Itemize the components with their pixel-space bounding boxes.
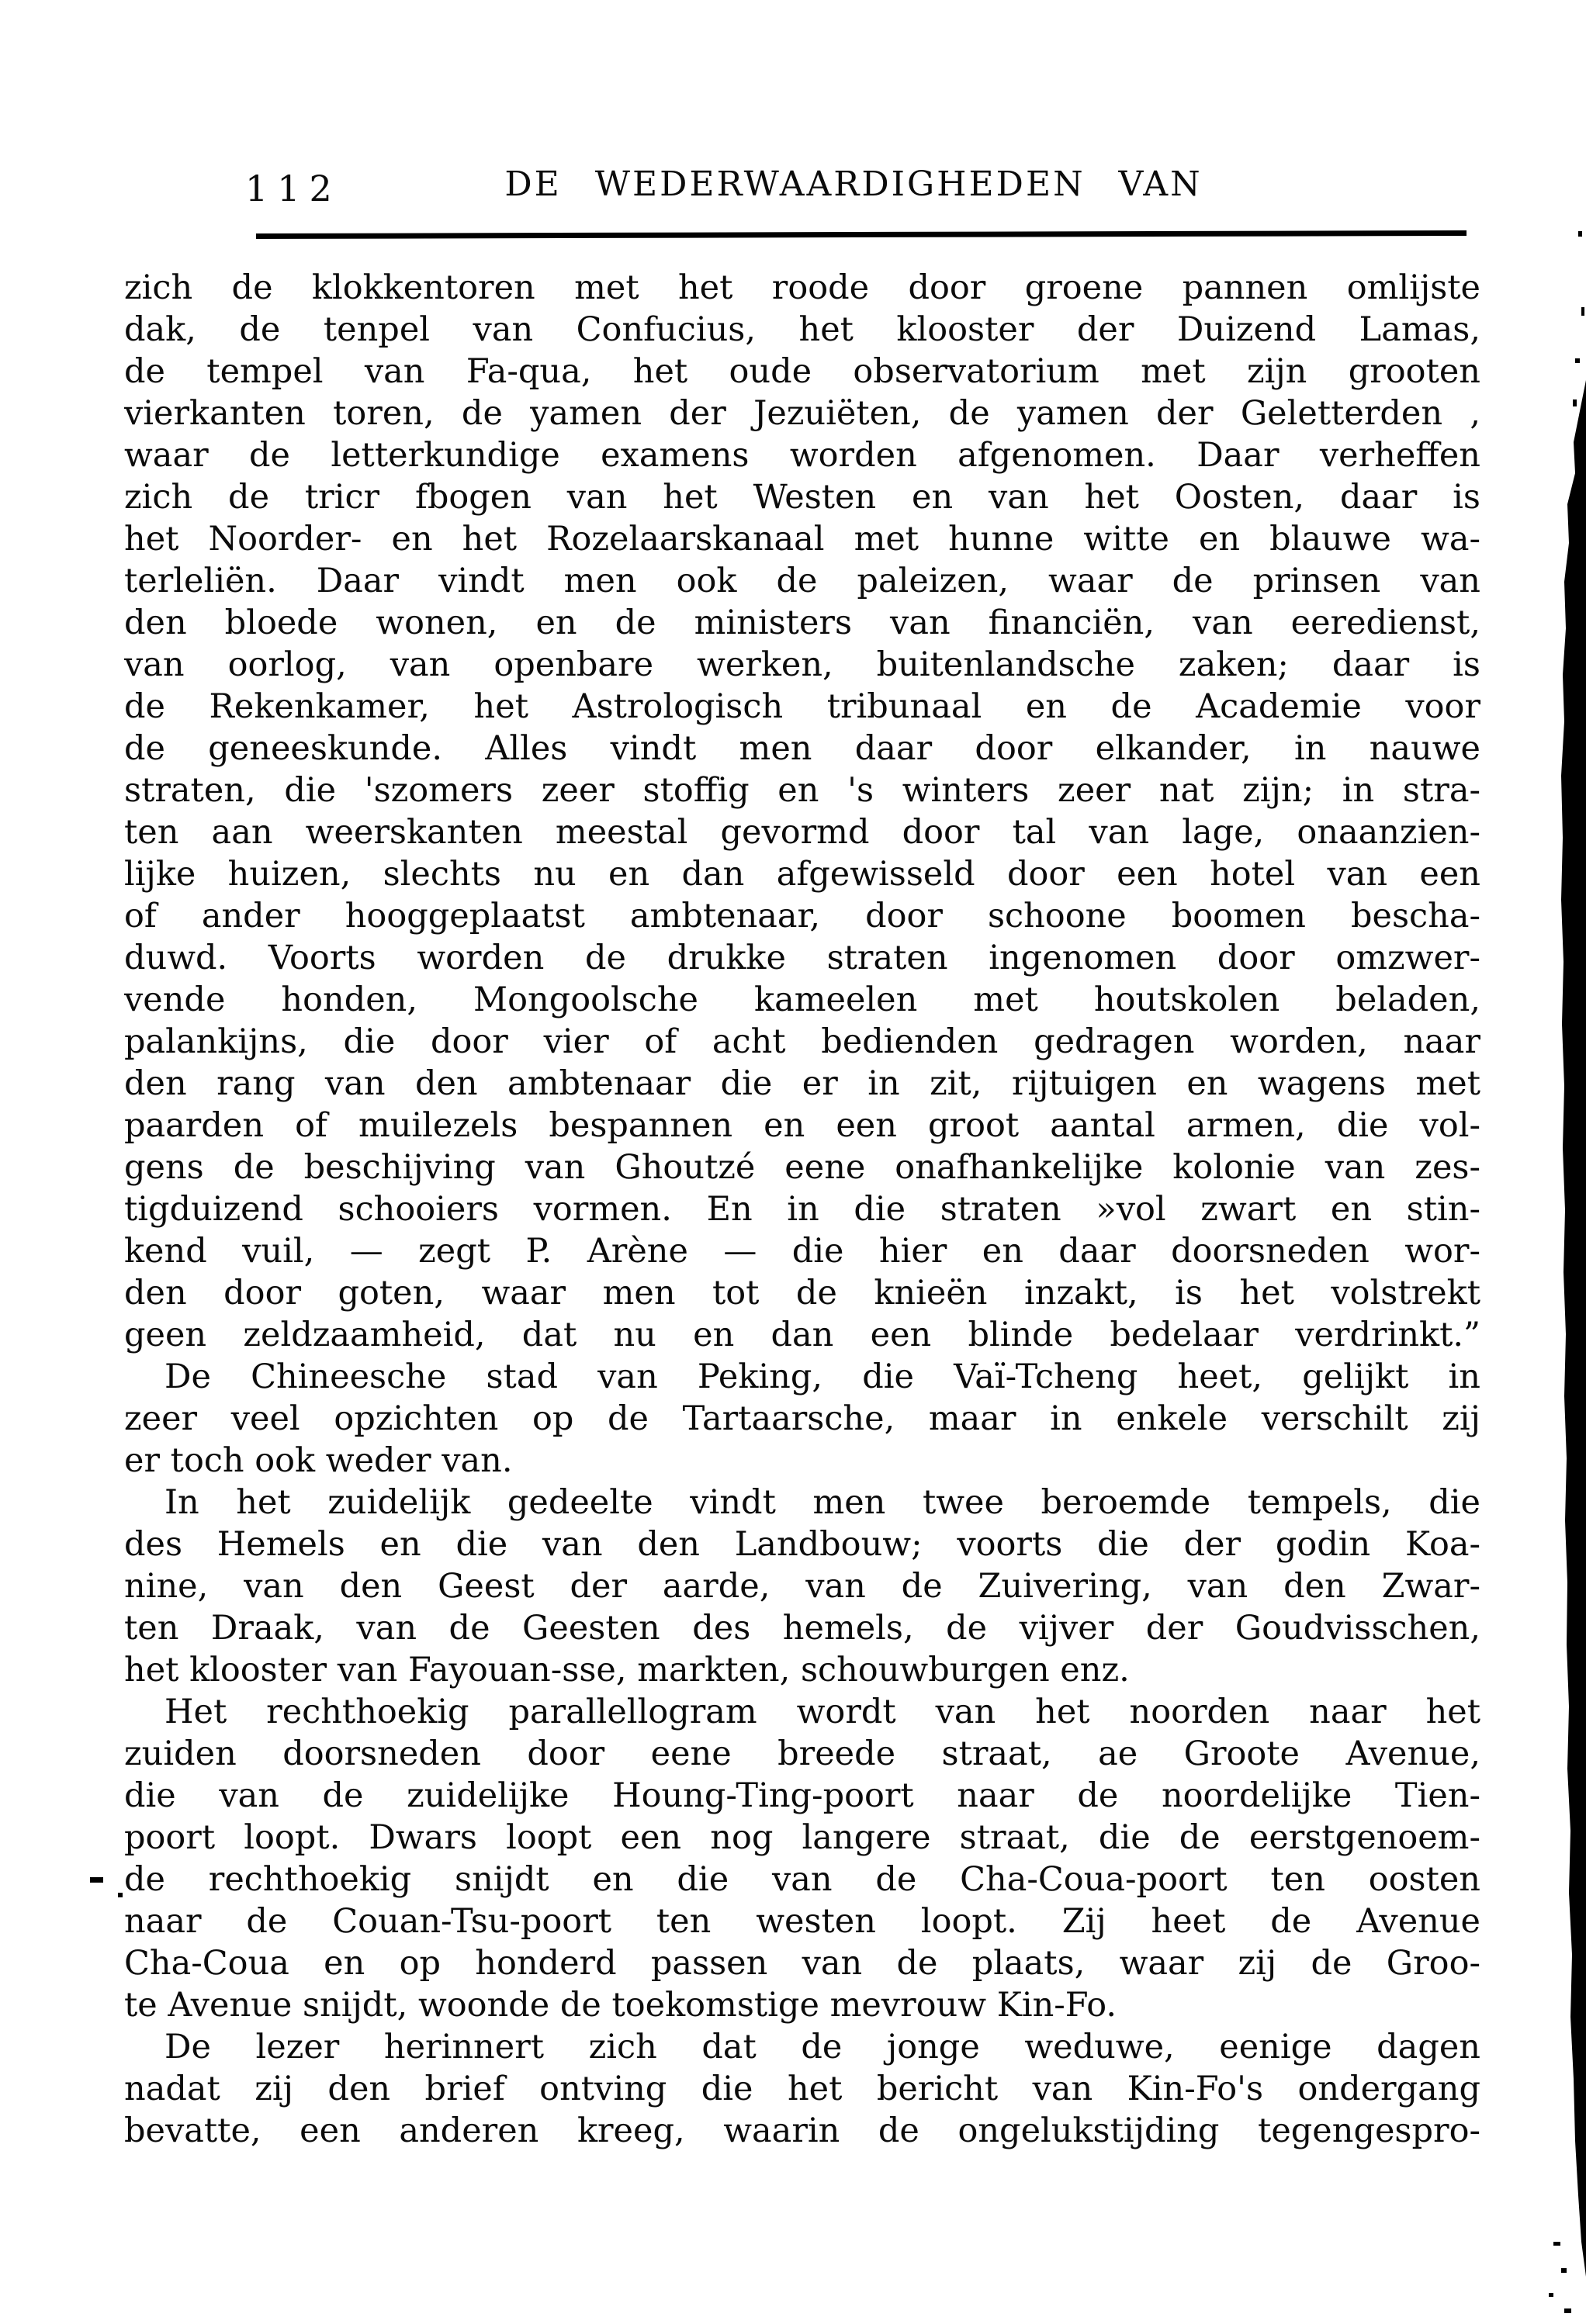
- scan-speck: [1564, 2308, 1571, 2313]
- text-line: het Noorder- en het Rozelaarskanaal met hunne witte en blauwe wa-: [124, 520, 1480, 559]
- text-line: vende honden, Mongoolsche kameelen met houtskolen beladen,: [124, 980, 1480, 1019]
- text-line: den door goten, waar men tot de knieën inzakt, is het volstrekt: [124, 1274, 1480, 1312]
- page-body: [124, 267, 1480, 2152]
- text-line: ten aan weerskanten meestal gevormd door tal van lage, onaanzien-: [124, 813, 1480, 852]
- text-line: gens de beschijving van Ghoutzé eene onafhankelijke kolonie van zes-: [124, 1148, 1480, 1187]
- text-line: terleliën. Daar vindt men ook de paleizen, waar de prinsen van: [124, 562, 1480, 600]
- scan-speck: [118, 1893, 123, 1897]
- text-line: duwd. Voorts worden de drukke straten ingenomen door omzwer-: [124, 939, 1480, 977]
- header-rule: [256, 230, 1467, 239]
- margin-dash-artifact: [90, 1877, 103, 1883]
- text-line: des Hemels en die van den Landbouw; voorts die der godin Koa-: [124, 1525, 1480, 1564]
- text-line: die van de zuidelijke Houng-Ting-poort naar de noordelijke Tien-: [124, 1776, 1480, 1815]
- text-line: lijke huizen, slechts nu en dan afgewisseld door een hotel van een: [124, 855, 1480, 894]
- text-line: Het rechthoekig parallellogram wordt van het noorden naar het: [164, 1693, 1480, 1731]
- text-line: het klooster van Fayouan-sse, markten, schouwburgen enz.: [124, 1651, 1130, 1689]
- text-line: of ander hooggeplaatst ambtenaar, door schoone boomen bescha-: [124, 897, 1480, 935]
- text-line: paarden of muilezels bespannen en een groot aantal armen, die vol-: [124, 1106, 1480, 1145]
- text-line: kend vuil, — zegt P. Arène — die hier en daar doorsneden wor-: [124, 1232, 1480, 1271]
- text-line: er toch ook weder van.: [124, 1441, 513, 1480]
- text-line: van oorlog, van openbare werken, buitenlandsche zaken; daar is: [124, 645, 1480, 684]
- text-line: nadat zij den brief ontving die het bericht van Kin-Fo's ondergang: [124, 2070, 1480, 2108]
- scan-speck: [1573, 399, 1577, 406]
- scan-edge-artifact: [1560, 0, 1586, 2324]
- text-line: dak, de tenpel van Confucius, het klooster der Duizend Lamas,: [124, 310, 1480, 349]
- text-line: ten Draak, van de Geesten des hemels, de vijver der Goudvisschen,: [124, 1609, 1480, 1648]
- text-line: de geneeskunde. Alles vindt men daar door elkander, in nauwe: [124, 729, 1480, 768]
- text-line: naar de Couan-Tsu-poort ten westen loopt. Zij heet de Avenue: [124, 1902, 1480, 1941]
- text-line: De lezer herinnert zich dat de jonge weduwe, eenige dagen: [164, 2028, 1480, 2066]
- scan-speck: [1578, 231, 1582, 237]
- text-line: de tempel van Fa-qua, het oude observatorium met zijn grooten: [124, 352, 1480, 391]
- text-line: nine, van den Geest der aarde, van de Zuivering, van den Zwar-: [124, 1567, 1480, 1606]
- text-line: vierkanten toren, de yamen der Jezuiëten, de yamen der Geletterden ,: [124, 394, 1480, 433]
- text-line: In het zuidelijk gedeelte vindt men twee beroemde tempels, die: [164, 1483, 1480, 1522]
- text-line: palankijns, die door vier of acht bedienden gedragen worden, naar: [124, 1022, 1480, 1061]
- text-line: den bloede wonen, en de ministers van financiën, van eeredienst,: [124, 603, 1480, 642]
- text-line: de rechthoekig snijdt en die van de Cha-Coua-poort ten oosten: [124, 1860, 1480, 1899]
- text-line: de Rekenkamer, het Astrologisch tribunaal en de Academie voor: [124, 687, 1480, 726]
- scan-speck: [1553, 2242, 1560, 2246]
- scan-speck: [1575, 358, 1580, 363]
- page-number: 112: [245, 168, 341, 209]
- scan-speck: [1561, 2268, 1567, 2273]
- text-line: zich de tricr fbogen van het Westen en van het Oosten, daar is: [124, 478, 1480, 517]
- text-line: den rang van den ambtenaar die er in zit, rijtuigen en wagens met: [124, 1064, 1480, 1103]
- scan-speck: [1581, 307, 1584, 316]
- text-line: Cha-Coua en op honderd passen van de plaats, waar zij de Groo-: [124, 1944, 1480, 1983]
- text-line: straten, die 'szomers zeer stoffig en 's winters zeer nat zijn; in stra-: [124, 771, 1480, 810]
- text-line: tigduizend schooiers vormen. En in die straten »vol zwart en stin-: [124, 1190, 1480, 1229]
- text-line: waar de letterkundige examens worden afgenomen. Daar verheffen: [124, 436, 1480, 475]
- text-line: zich de klokkentoren met het roode door groene pannen omlijste: [124, 268, 1480, 307]
- text-line: poort loopt. Dwars loopt een nog langere straat, die de eerstgenoem-: [124, 1818, 1480, 1857]
- text-line: zuiden doorsneden door eene breede straat, ae Groote Avenue,: [124, 1734, 1480, 1773]
- text-line: te Avenue snijdt, woonde de toekomstige mevrouw Kin-Fo.: [124, 1986, 1117, 2025]
- running-title: DE WEDERWAARDIGHEDEN VAN: [504, 164, 1203, 204]
- text-line: zeer veel opzichten op de Tartaarsche, maar in enkele verschilt zij: [124, 1399, 1480, 1438]
- text-line: De Chineesche stad van Peking, die Vaï-Tcheng heet, gelijkt in: [164, 1357, 1480, 1396]
- text-line: bevatte, een anderen kreeg, waarin de ongelukstijding tegengespro-: [124, 2111, 1480, 2150]
- text-line: geen zeldzaamheid, dat nu en dan een blinde bedelaar verdrinkt.”: [124, 1316, 1480, 1354]
- scan-speck: [1549, 2293, 1553, 2297]
